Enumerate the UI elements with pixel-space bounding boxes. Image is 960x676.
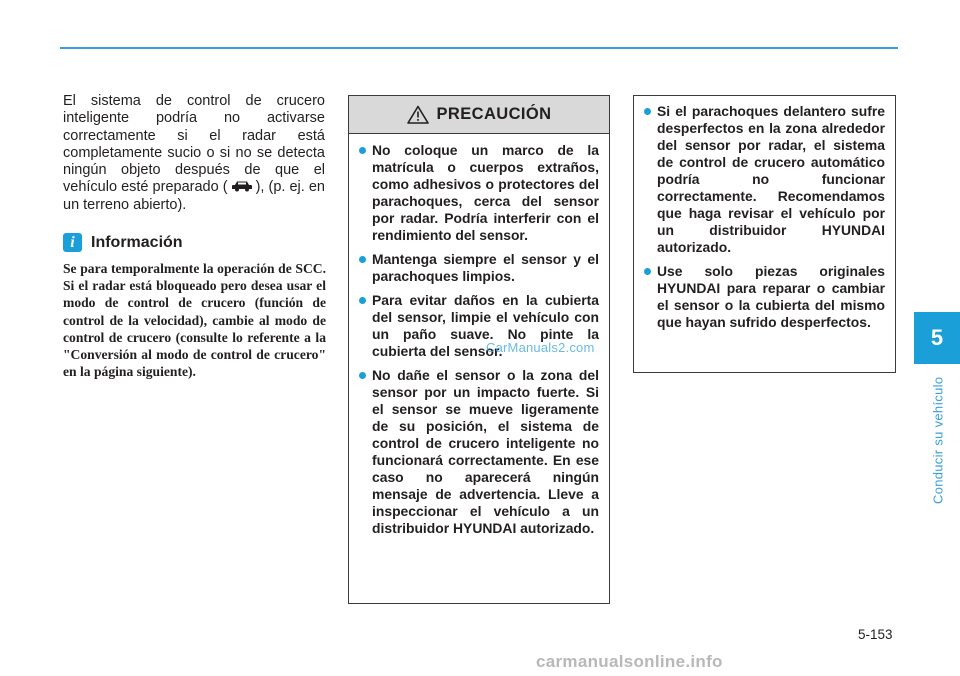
- intro-paragraph: [63, 93, 325, 214]
- header-rule: [60, 47, 898, 49]
- info-title: Información: [91, 233, 183, 251]
- info-body: Se para temporalmente la operación de SCC. Si el radar está bloqueado pero desea usar el modo de control de crucero (función de control de la velocidad), cambie al modo de control de crucero (consulte lo referente a la "Conversión al modo de control de crucero" en la página siguiente).: [63, 261, 326, 380]
- caution-continued-box: [633, 95, 896, 373]
- intro-text-end: ), (p. ej. en un terreno abierto).: [63, 179, 325, 213]
- caution-item: Si el parachoques delantero sufre desperfectos en la zona alrededor del sensor por radar, el sistema de control de crucero automático podría no funcionar correctamente. Recomendamos que haga revisar el vehículo por un distribuidor HYUNDAI autorizado.: [644, 103, 885, 256]
- info-heading: [63, 233, 183, 252]
- caution-item: Mantenga siempre el sensor y el parachoques limpios.: [359, 251, 599, 285]
- caution-continued-list: [644, 103, 885, 331]
- footer-watermark: carmanualsonline.info: [536, 652, 723, 671]
- caution-item: No dañe el sensor o la zona del sensor por un impacto fuerte. Si el sensor se mueve ligeramente de su posición, el sistema de control de crucero inteligente no funcionará correctamente. En ese caso no aparecerá ningún mensaje de advertencia. Lleve a inspeccionar el vehículo a un distribuidor HYUNDAI autorizado.: [359, 367, 599, 537]
- caution-item: No coloque un marco de la matrícula o cuerpos extraños, como adhesivos o protectores del parachoques, cerca del sensor por radar. Podría interferir con el rendimiento del sensor.: [359, 142, 599, 244]
- chapter-number: 5: [930, 325, 944, 350]
- watermark: CarManuals2.com: [486, 340, 595, 355]
- caution-header: [349, 96, 609, 134]
- caution-item: Para evitar daños en la cubierta del sensor, limpie el vehículo con un paño suave. No pinte la cubierta del sensor.: [359, 292, 599, 360]
- caution-title: PRECAUCIÓN: [436, 105, 552, 123]
- info-icon: i: [63, 233, 82, 252]
- page-number: 5-153: [858, 627, 893, 642]
- caution-item: Use solo piezas originales HYUNDAI para reparar o cambiar el sensor o la cubierta del mismo que hayan sufrido desperfectos.: [644, 263, 885, 331]
- chapter-tab[interactable]: [914, 312, 960, 364]
- warning-triangle-icon: [407, 105, 429, 124]
- chapter-title: Conducir su vehículo: [930, 376, 946, 504]
- vehicle-ready-icon: [231, 180, 253, 192]
- intro-text-start: El sistema de control de crucero inteligente podría no activarse correctamente si el radar está completamente sucio o si no se detecta ningún objeto después de que el vehículo esté preparado (: [63, 93, 325, 196]
